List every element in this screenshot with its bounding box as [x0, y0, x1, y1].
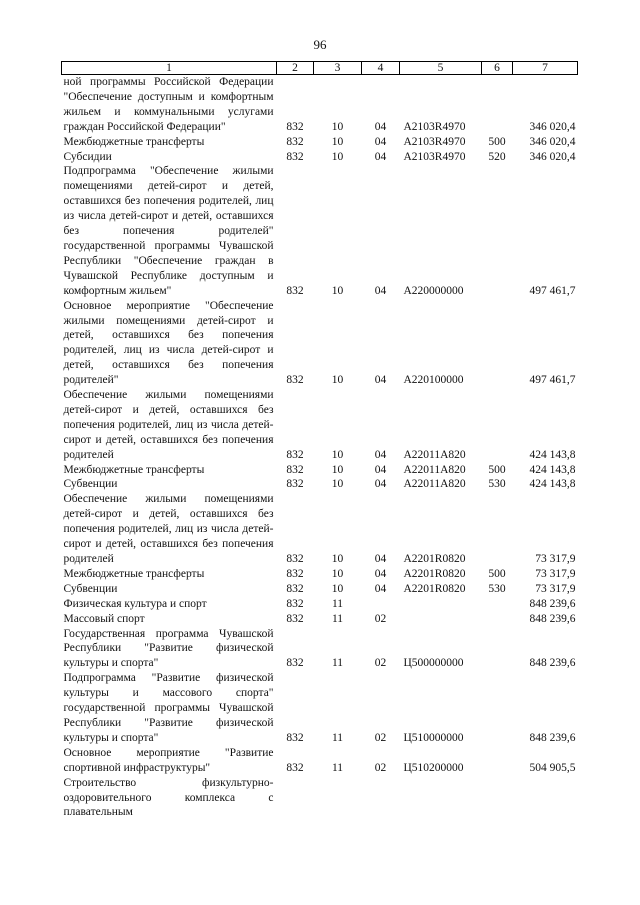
row-ministry-code: 832: [286, 448, 304, 461]
row-name: Подпрограмма "Обеспечение жилыми помещениями детей-сирот и детей, оставшихся без попечения родителей, лиц из числа детей-сирот и детей, оставшихся без попечения родителей" государственной программы Чувашской Республики "Обеспечение граждан в Чувашской Республике доступным и комфортным жильем": [63, 165, 274, 297]
row-expense-type: 500: [488, 463, 506, 476]
row-subsection-code: 04: [374, 448, 387, 461]
row-subsection-code: 04: [374, 582, 387, 595]
table-row: [62, 492, 578, 567]
row-amount: 848 239,6: [529, 657, 576, 670]
table-row: [62, 75, 578, 135]
row-section-code: 11: [331, 597, 344, 610]
row-expense-type: 500: [488, 567, 506, 580]
row-target-article: Ц510000000: [403, 731, 464, 744]
row-amount: 848 239,6: [529, 731, 576, 744]
row-ministry-code: 832: [286, 761, 304, 774]
row-subsection-code: [362, 776, 400, 821]
row-subsection-code: 04: [374, 553, 387, 565]
row-target-article: [400, 612, 482, 627]
row-amount: 424 143,8: [529, 478, 576, 491]
row-amount: 424 143,8: [529, 463, 576, 476]
table-row: [62, 150, 578, 165]
row-section-code: 10: [331, 135, 344, 148]
row-target-article: А22011А820: [403, 463, 466, 476]
table-row: [62, 597, 578, 612]
table-row: [62, 135, 578, 150]
row-ministry-code: 832: [286, 120, 304, 133]
row-section-code: 11: [331, 761, 344, 774]
row-name: Субвенции: [63, 582, 118, 595]
row-name: Обеспечение жилыми помещениями детей-сирот и детей, оставшихся без попечения родителей, лиц из числа детей-сирот и детей, оставшихся без попечения родителей: [63, 493, 274, 565]
row-section-code: 11: [331, 657, 344, 670]
row-expense-type: [482, 746, 513, 776]
row-section-code: 11: [331, 612, 344, 625]
row-target-article: Ц510200000: [403, 761, 464, 774]
row-target-article: А2103R4970: [403, 150, 466, 163]
row-amount: 73 317,9: [535, 553, 576, 565]
row-name: Физическая культура и спорт: [63, 597, 207, 610]
row-target-article: А22011А820: [403, 478, 466, 491]
row-expense-type: [482, 612, 513, 627]
row-target-article: А2201R0820: [403, 553, 466, 565]
row-expense-type: [482, 75, 513, 135]
row-expense-type: [482, 627, 513, 672]
row-subsection-code: [362, 597, 400, 612]
table-row: [62, 671, 578, 746]
row-ministry-code: 832: [286, 597, 304, 610]
row-subsection-code: 04: [374, 567, 387, 580]
row-name: Межбюджетные трансферты: [63, 135, 205, 148]
row-section-code: 10: [331, 150, 344, 163]
row-ministry-code: 832: [286, 657, 304, 670]
row-ministry-code: 832: [286, 374, 304, 387]
row-amount: 346 020,4: [529, 135, 576, 148]
row-ministry-code: [277, 776, 314, 821]
row-target-article: А2103R4970: [403, 135, 466, 148]
table-row: [62, 463, 578, 478]
table-header-row: [62, 62, 578, 75]
row-expense-type: 520: [488, 150, 506, 163]
row-section-code: 11: [331, 731, 344, 744]
row-expense-type: 500: [488, 135, 506, 148]
row-amount: 346 020,4: [529, 150, 576, 163]
table-row: [62, 746, 578, 776]
row-subsection-code: 04: [374, 478, 387, 491]
row-subsection-code: 04: [374, 374, 387, 387]
table-row: [62, 299, 578, 388]
row-target-article: [400, 776, 482, 821]
row-section-code: 10: [331, 463, 344, 476]
row-ministry-code: 832: [286, 612, 304, 625]
row-ministry-code: 832: [286, 553, 304, 565]
column-header: 3: [314, 62, 362, 75]
row-expense-type: [482, 492, 513, 567]
column-header: 7: [513, 62, 578, 75]
row-expense-type: 530: [488, 582, 506, 595]
row-name: Основное мероприятие "Развитие спортивной инфраструктуры": [63, 746, 274, 774]
row-section-code: 10: [331, 120, 344, 133]
row-section-code: 10: [331, 567, 344, 580]
row-amount: 73 317,9: [535, 567, 576, 580]
table-row: [62, 582, 578, 597]
row-amount: 424 143,8: [529, 448, 576, 461]
row-section-code: 10: [331, 284, 344, 297]
row-amount: 848 239,6: [529, 597, 576, 610]
row-name: Государственная программа Чувашской Республики "Развитие физической культуры и спорта": [63, 627, 274, 670]
row-ministry-code: 832: [286, 731, 304, 744]
row-amount: 497 461,7: [529, 284, 576, 297]
row-target-article: А2103R4970: [403, 120, 466, 133]
row-expense-type: [482, 164, 513, 298]
row-ministry-code: 832: [286, 582, 304, 595]
table-row: [62, 388, 578, 463]
row-expense-type: [482, 388, 513, 463]
row-name: ной программы Российской Федерации "Обеспечение доступным и комфортным жильем и коммунальными услугами граждан Российской Федерации": [63, 76, 274, 133]
row-ministry-code: 832: [286, 135, 304, 148]
row-amount: 504 905,5: [529, 761, 576, 774]
row-section-code: [314, 776, 362, 821]
table-row: [62, 612, 578, 627]
row-ministry-code: 832: [286, 463, 304, 476]
row-name: Массовый спорт: [63, 612, 145, 625]
page-number: 96: [313, 37, 327, 52]
row-section-code: 10: [331, 374, 344, 387]
row-subsection-code: 04: [374, 135, 387, 148]
row-target-article: Ц500000000: [403, 657, 464, 670]
row-ministry-code: 832: [286, 284, 304, 297]
row-target-article: А2201R0820: [403, 567, 466, 580]
row-amount: 848 239,6: [529, 612, 576, 625]
row-ministry-code: 832: [286, 567, 304, 580]
row-expense-type: [482, 671, 513, 746]
row-subsection-code: 04: [374, 120, 387, 133]
budget-table: [61, 61, 578, 820]
row-subsection-code: 02: [374, 612, 387, 625]
column-header: 1: [62, 62, 277, 75]
row-section-code: 10: [331, 582, 344, 595]
row-target-article: А2201R0820: [403, 582, 466, 595]
row-subsection-code: 04: [374, 284, 387, 297]
table-row: [62, 567, 578, 582]
row-target-article: А22011А820: [403, 448, 466, 461]
row-section-code: 10: [331, 478, 344, 491]
table-row: [62, 477, 578, 492]
row-target-article: А220100000: [403, 374, 464, 387]
table-row: [62, 627, 578, 672]
row-name: Межбюджетные трансферты: [63, 463, 205, 476]
row-target-article: [400, 597, 482, 612]
row-name: Обеспечение жилыми помещениями детей-сирот и детей, оставшихся без попечения родителей, лиц из числа детей-сирот и детей, оставшихся без попечения родителей: [63, 389, 274, 461]
row-subsection-code: 02: [374, 657, 387, 670]
row-ministry-code: 832: [286, 150, 304, 163]
row-amount: 497 461,7: [529, 374, 576, 387]
row-subsection-code: 02: [374, 761, 387, 774]
row-name: Межбюджетные трансферты: [63, 567, 205, 580]
row-subsection-code: 04: [374, 150, 387, 163]
row-name: Строительство физкультурно-оздоровительного комплекса с плавательным: [63, 776, 274, 819]
row-ministry-code: 832: [286, 478, 304, 491]
row-target-article: А220000000: [403, 284, 464, 297]
column-header: 2: [277, 62, 314, 75]
column-header: 4: [362, 62, 400, 75]
row-expense-type: 530: [488, 478, 506, 491]
row-section-code: 10: [331, 553, 344, 565]
row-name: Подпрограмма "Развитие физической культуры и массового спорта" государственной программы Чувашской Республики "Развитие физической культуры и спорта": [63, 672, 274, 744]
row-subsection-code: 02: [374, 731, 387, 744]
row-expense-type: [482, 597, 513, 612]
row-amount: [513, 776, 578, 821]
row-name: Субсидии: [63, 150, 112, 163]
column-header: 6: [482, 62, 513, 75]
row-section-code: 10: [331, 448, 344, 461]
row-expense-type: [482, 299, 513, 388]
table-row: [62, 164, 578, 298]
row-name: Субвенции: [63, 478, 118, 491]
row-expense-type: [482, 776, 513, 821]
row-name: Основное мероприятие "Обеспечение жилыми помещениями детей-сирот и детей, оставшихся без попечения родителей, лиц из числа детей-сирот и детей, оставшихся без попечения родителей": [63, 299, 274, 387]
column-header: 5: [400, 62, 482, 75]
row-amount: 346 020,4: [529, 120, 576, 133]
row-amount: 73 317,9: [535, 582, 576, 595]
table-row: [62, 776, 578, 821]
row-subsection-code: 04: [374, 463, 387, 476]
